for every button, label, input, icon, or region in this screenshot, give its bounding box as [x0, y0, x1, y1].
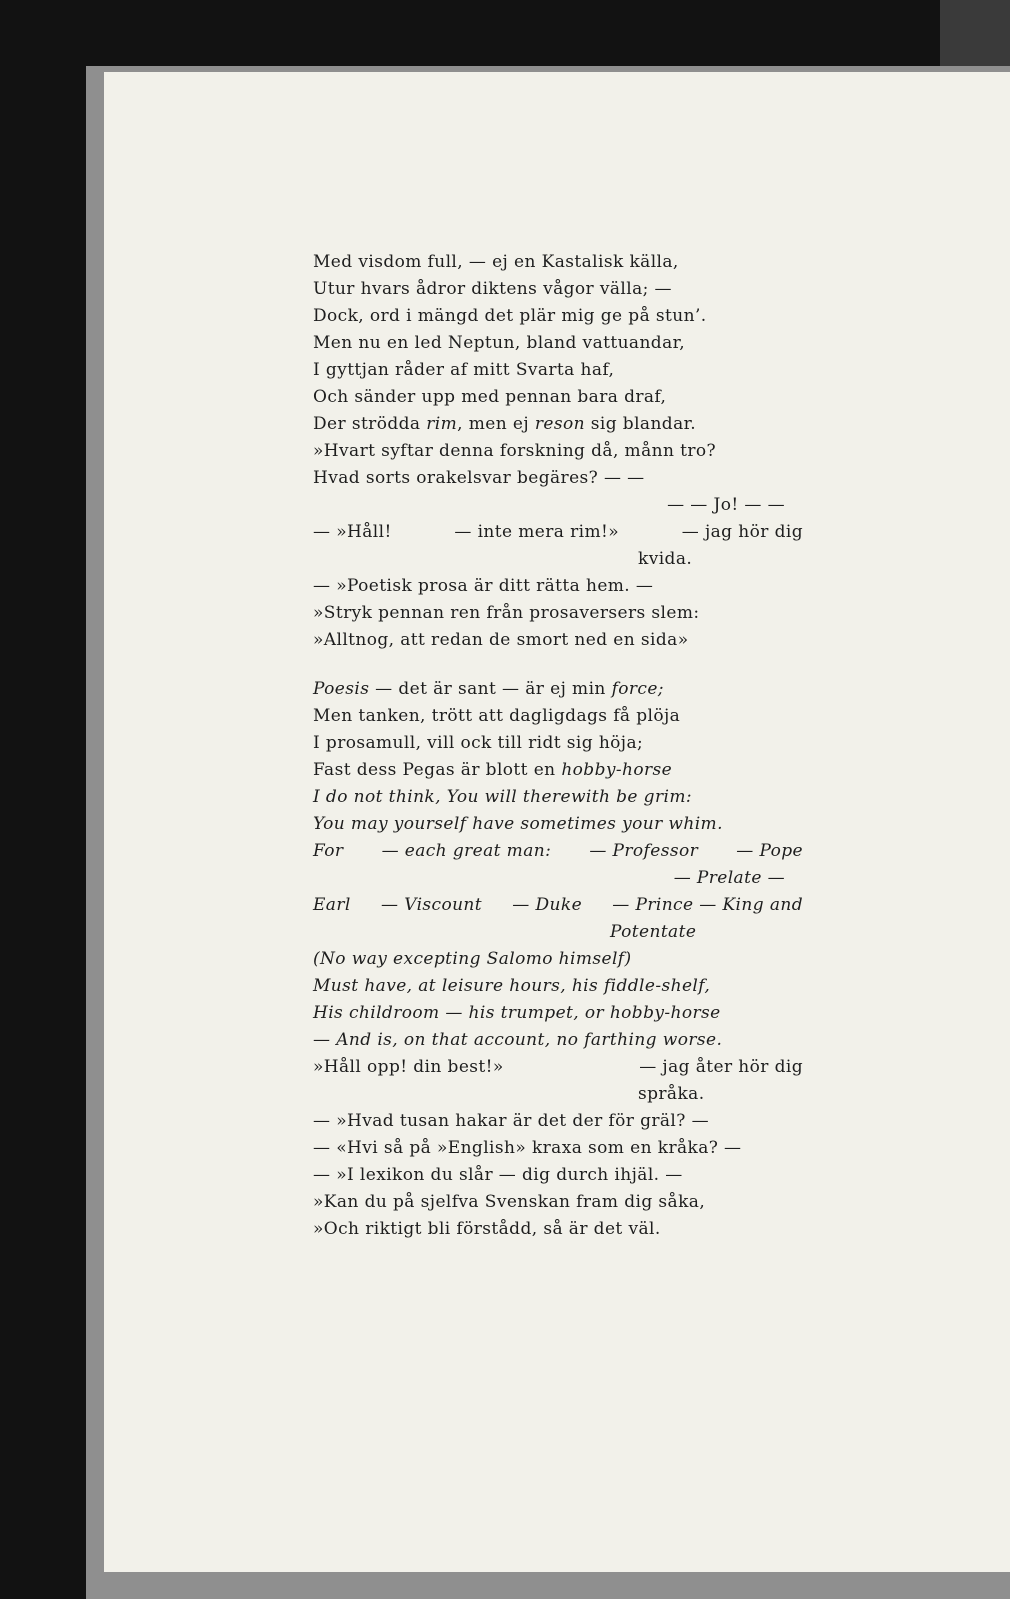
poem-italic-poesis: Poesis [313, 679, 370, 699]
poem-line [313, 519, 803, 546]
poem-text-run: — each great man: [381, 841, 552, 861]
poem-italic-force: force; [611, 679, 664, 699]
poem-line: — Prelate — [673, 868, 785, 888]
poem-text-run: — Professor [589, 841, 699, 861]
poem-line: Dock, ord i mängd det plär mig ge på stun’. [313, 306, 707, 326]
poem-text-run: »Håll opp! din best!» [313, 1057, 504, 1077]
poem-line: Med visdom full, — ej en Kastalisk källa, [313, 252, 679, 272]
poem-line: Must have, at leisure hours, his fiddle-shelf, [313, 976, 711, 996]
poem-text-run: , men ej [457, 414, 535, 434]
scan-edge [940, 0, 1010, 66]
poem-text-run: For [313, 841, 344, 861]
poem-italic-hobby-horse: hobby-horse [561, 760, 673, 780]
poem-line: »Kan du på sjelfva Svenskan fram dig såka, [313, 1192, 706, 1212]
poem-line: Utur hvars ådror diktens vågor välla; — [313, 279, 672, 299]
poem-text-run: — inte mera rim!» [454, 522, 620, 542]
poem-line [313, 676, 803, 703]
poem-line: His childroom — his trumpet, or hobby-horse [313, 1003, 721, 1023]
poem-text-run: — Duke [512, 895, 583, 915]
poem-text-run: — jag åter hör dig [639, 1057, 803, 1077]
poem-line: språka. [638, 1084, 705, 1104]
poem-text [313, 249, 803, 1243]
poem-line: You may yourself have sometimes your whim. [313, 814, 723, 834]
poem-line: I gyttjan råder af mitt Svarta haf, [313, 360, 615, 380]
poem-line: I do not think, You will therewith be grim: [313, 787, 692, 807]
poem-line [313, 411, 803, 438]
poem-line: — »Poetisk prosa är ditt rätta hem. — [313, 576, 654, 596]
poem-line [313, 892, 803, 919]
poem-line: »Alltnog, att redan de smort ned en sida» [313, 630, 689, 650]
poem-line: I prosamull, vill ock till ridt sig höja; [313, 733, 644, 753]
poem-text-run: Der strödda [313, 414, 427, 434]
poem-text-run: — Viscount [380, 895, 483, 915]
poem-line: »Hvart syftar denna forskning då, månn tro? [313, 441, 717, 461]
poem-line: — «Hvi så på »English» kraxa som en kråka? — [313, 1138, 742, 1158]
poem-text-run: Fast dess Pegas är blott en [313, 760, 562, 780]
poem-italic-rim: rim [426, 414, 458, 434]
poem-text-run: Earl [313, 895, 351, 915]
poem-text-run: sig blandar. [584, 414, 697, 434]
poem-line: »Stryk pennan ren från prosaversers slem: [313, 603, 700, 623]
poem-line [313, 838, 803, 865]
poem-text-run: — Pope [736, 841, 803, 861]
poem-text-run: — Prince — King and [612, 895, 803, 915]
poem-line: — And is, on that account, no farthing worse. [313, 1030, 723, 1050]
poem-line: — »I lexikon du slår — dig durch ihjäl. — [313, 1165, 683, 1185]
poem-line: — »Hvad tusan hakar är det der för gräl? — [313, 1111, 709, 1131]
poem-line: (No way excepting Salomo himself) [313, 949, 632, 969]
poem-text-run: — det är sant — är ej min [369, 679, 612, 699]
poem-line [313, 1054, 803, 1081]
poem-line: — — Jo! — — [667, 495, 785, 515]
poem-line: Och sänder upp med pennan bara draf, [313, 387, 667, 407]
poem-line: Men tanken, trött att dagligdags få plöja [313, 706, 681, 726]
poem-line [313, 757, 803, 784]
poem-text-run: — »Håll! [313, 522, 392, 542]
poem-line: Men nu en led Neptun, bland vattuandar, [313, 333, 686, 353]
poem-line: Potentate [610, 922, 697, 942]
stanza-break [313, 654, 803, 676]
poem-italic-reson: reson [534, 414, 585, 434]
poem-line: »Och riktigt bli förstådd, så är det väl. [313, 1219, 661, 1239]
poem-text-run: — jag hör dig [681, 522, 803, 542]
poem-line: kvida. [638, 549, 693, 569]
poem-line: Hvad sorts orakelsvar begäres? — — [313, 468, 645, 488]
